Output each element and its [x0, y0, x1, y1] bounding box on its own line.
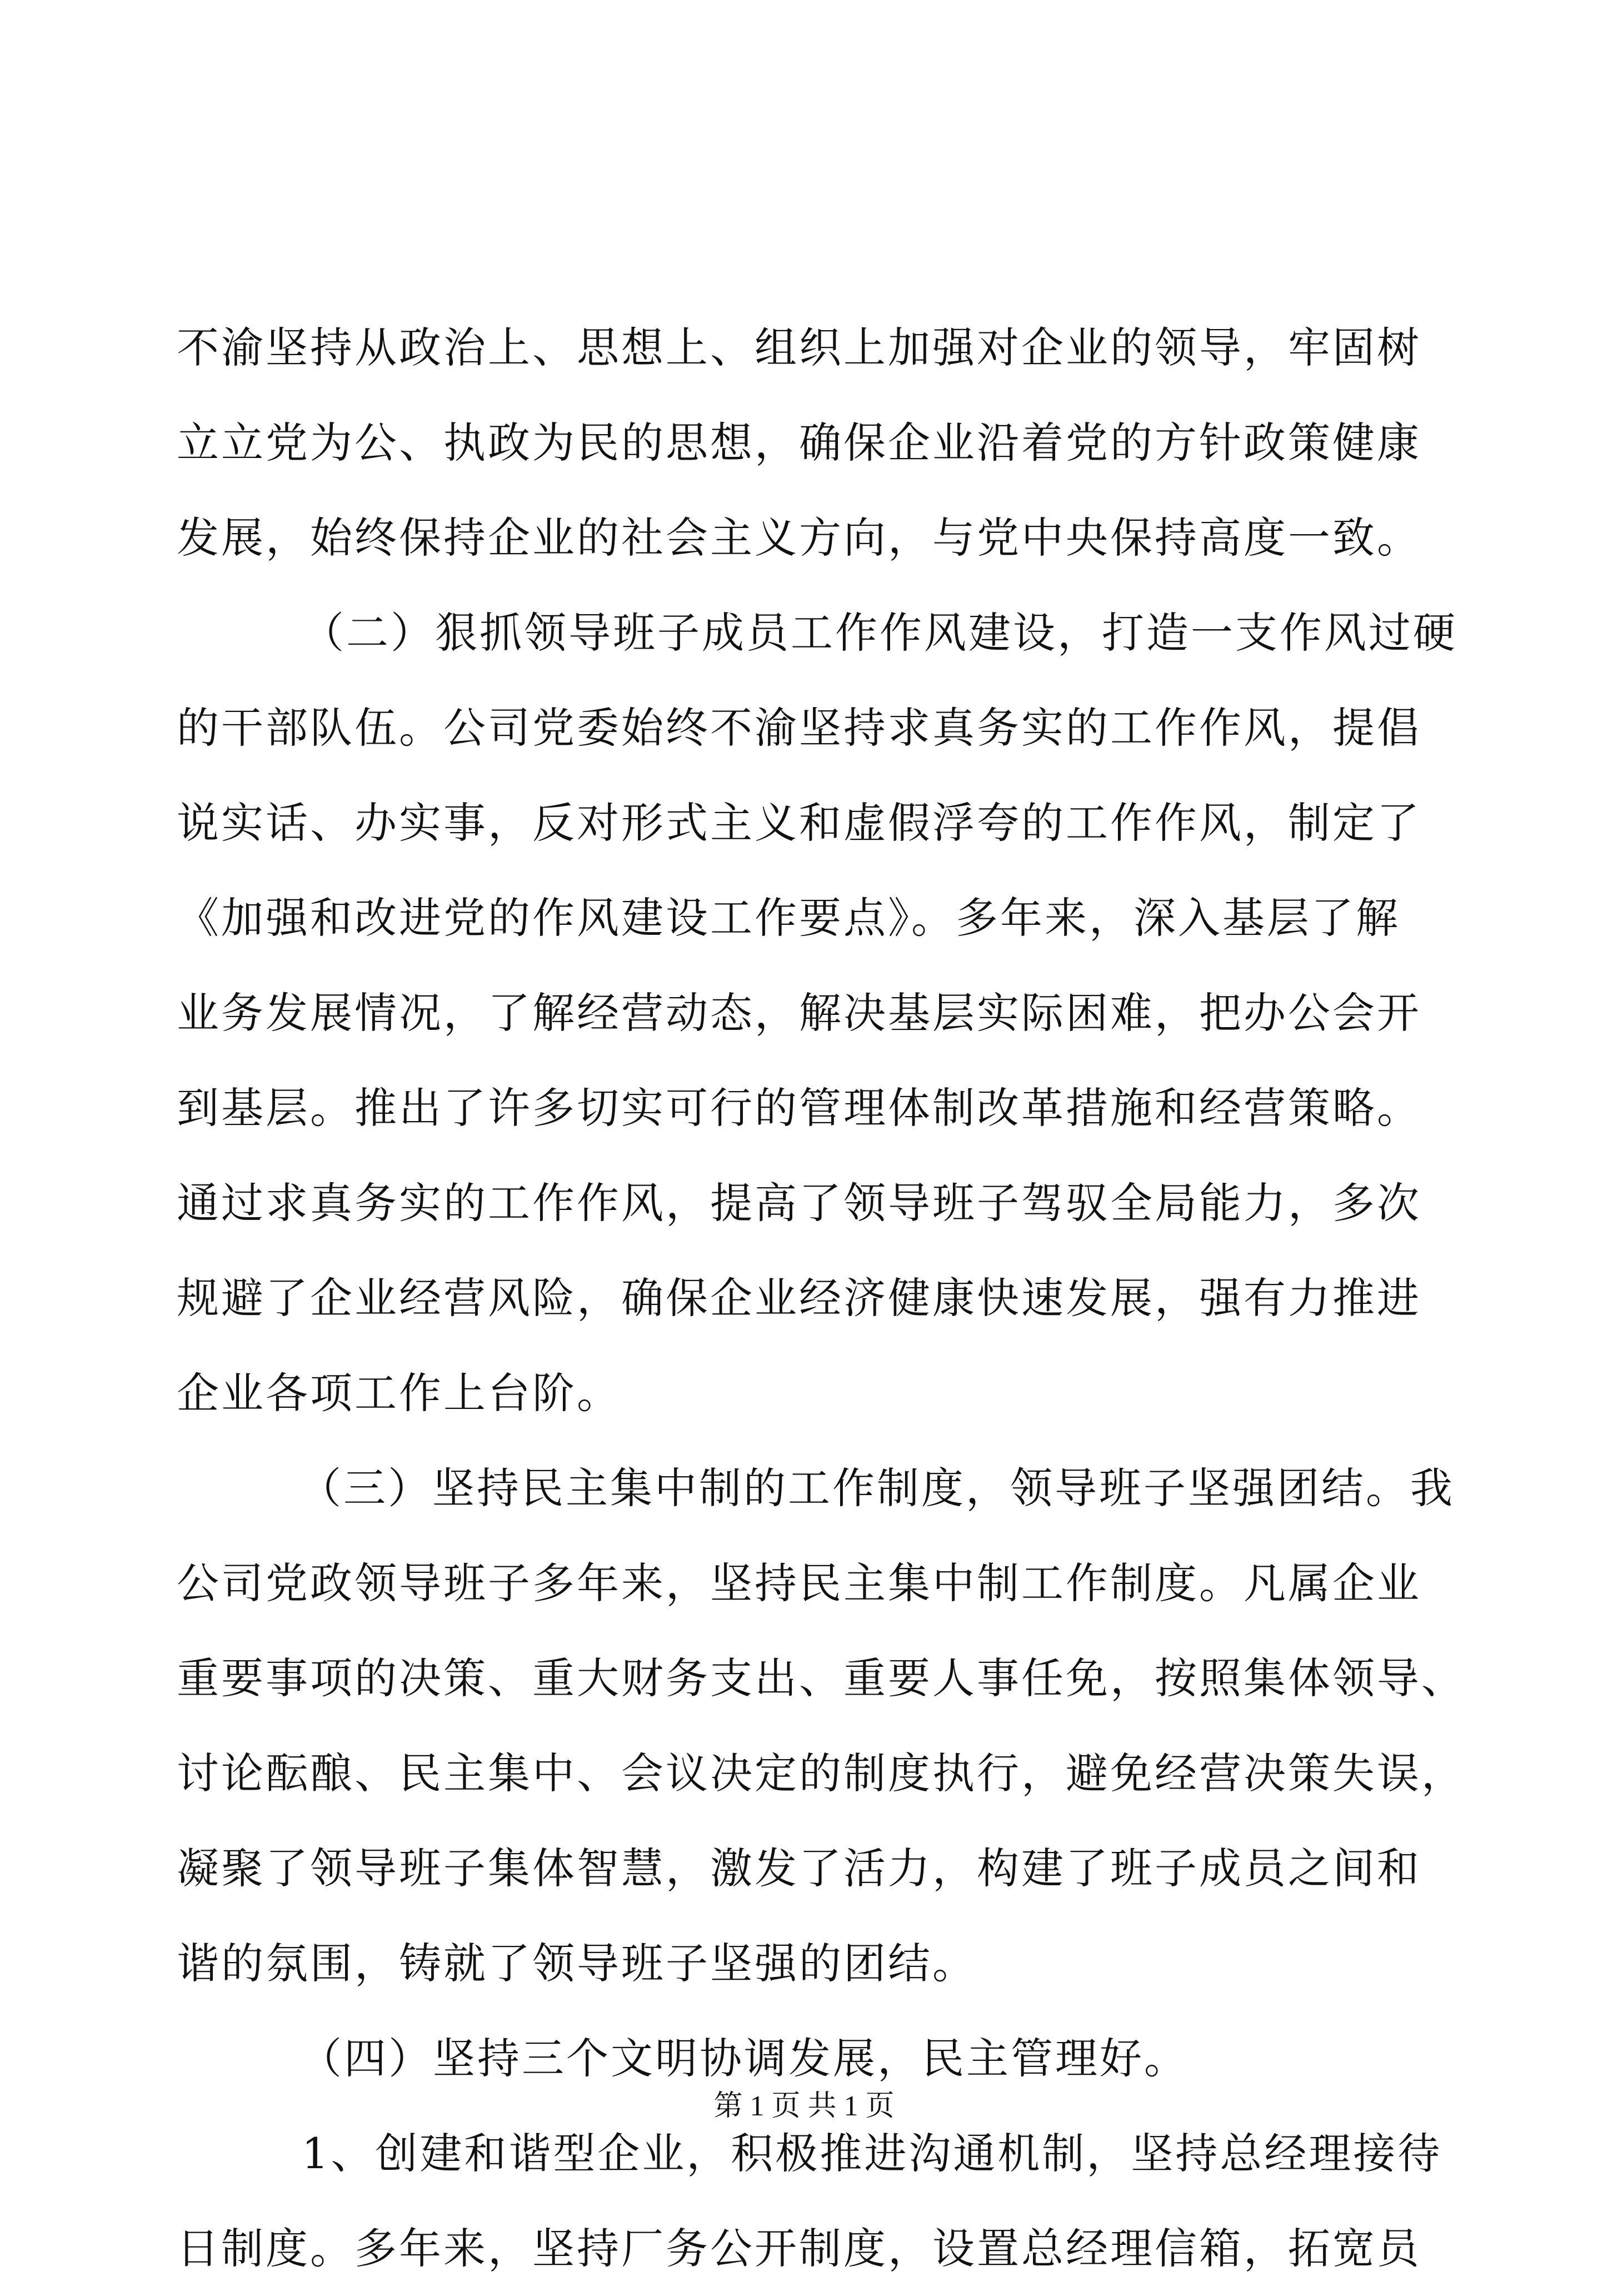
- text-line: 立立党为公、执政为民的思想，确保企业沿着党的方针政策健康: [177, 418, 1421, 467]
- text-line: 到基层。推出了许多切实可行的管理体制改革措施和经营策略。: [177, 1083, 1421, 1133]
- text-line: 《加强和改进党的作风建设工作要点》。多年来，深入基层了解: [177, 893, 1400, 943]
- text-line: 业务发展情况，了解经营动态，解决基层实际困难，把办公会开: [177, 988, 1421, 1038]
- numbered-item-1: 1、创建和谐型企业，积极推进沟通机制，坚持总经理接待: [302, 2129, 1442, 2178]
- text-line: 讨论酝酿、民主集中、会议决定的制度执行，避免经营决策失误，: [177, 1749, 1466, 1798]
- text-line: 通过求真务实的工作作风，提高了领导班子驾驭全局能力，多次: [177, 1178, 1421, 1228]
- document-body: [177, 300, 1466, 2296]
- text-line: 的干部队伍。公司党委始终不渝坚持求真务实的工作作风，提倡: [177, 703, 1421, 753]
- text-line: 规避了企业经营风险，确保企业经济健康快速发展，强有力推进: [177, 1273, 1421, 1323]
- text-line: 公司党政领导班子多年来，坚持民主集中制工作制度。凡属企业: [177, 1558, 1421, 1608]
- text-line: 重要事项的决策、重大财务支出、重要人事任免，按照集体领导、: [177, 1653, 1466, 1703]
- text-line: 不渝坚持从政治上、思想上、组织上加强对企业的领导，牢固树: [177, 323, 1421, 372]
- text-line: 谐的氛围，铸就了领导班子坚强的团结。: [177, 1939, 977, 1988]
- text-line: 发展，始终保持企业的社会主义方向，与党中央保持高度一致。: [177, 513, 1421, 562]
- paragraph-heading-3: （三）坚持民主集中制的工作制度，领导班子坚强团结。我: [299, 1463, 1455, 1513]
- page-footer: 第 1 页 共 1 页: [713, 2090, 895, 2122]
- paragraph-heading-4: （四）坚持三个文明协调发展，民主管理好。: [299, 2034, 1188, 2083]
- text-line: 日制度。多年来，坚持厂务公开制度，设置总经理信箱，拓宽员: [177, 2224, 1421, 2273]
- text-line: 说实话、办实事，反对形式主义和虚假浮夸的工作作风，制定了: [177, 798, 1421, 848]
- text-line: 凝聚了领导班子集体智慧，激发了活力，构建了班子成员之间和: [177, 1844, 1421, 1893]
- text-line: 企业各项工作上台阶。: [177, 1368, 621, 1418]
- paragraph-heading-2: （二）狠抓领导班子成员工作作风建设，打造一支作风过硬: [302, 608, 1457, 658]
